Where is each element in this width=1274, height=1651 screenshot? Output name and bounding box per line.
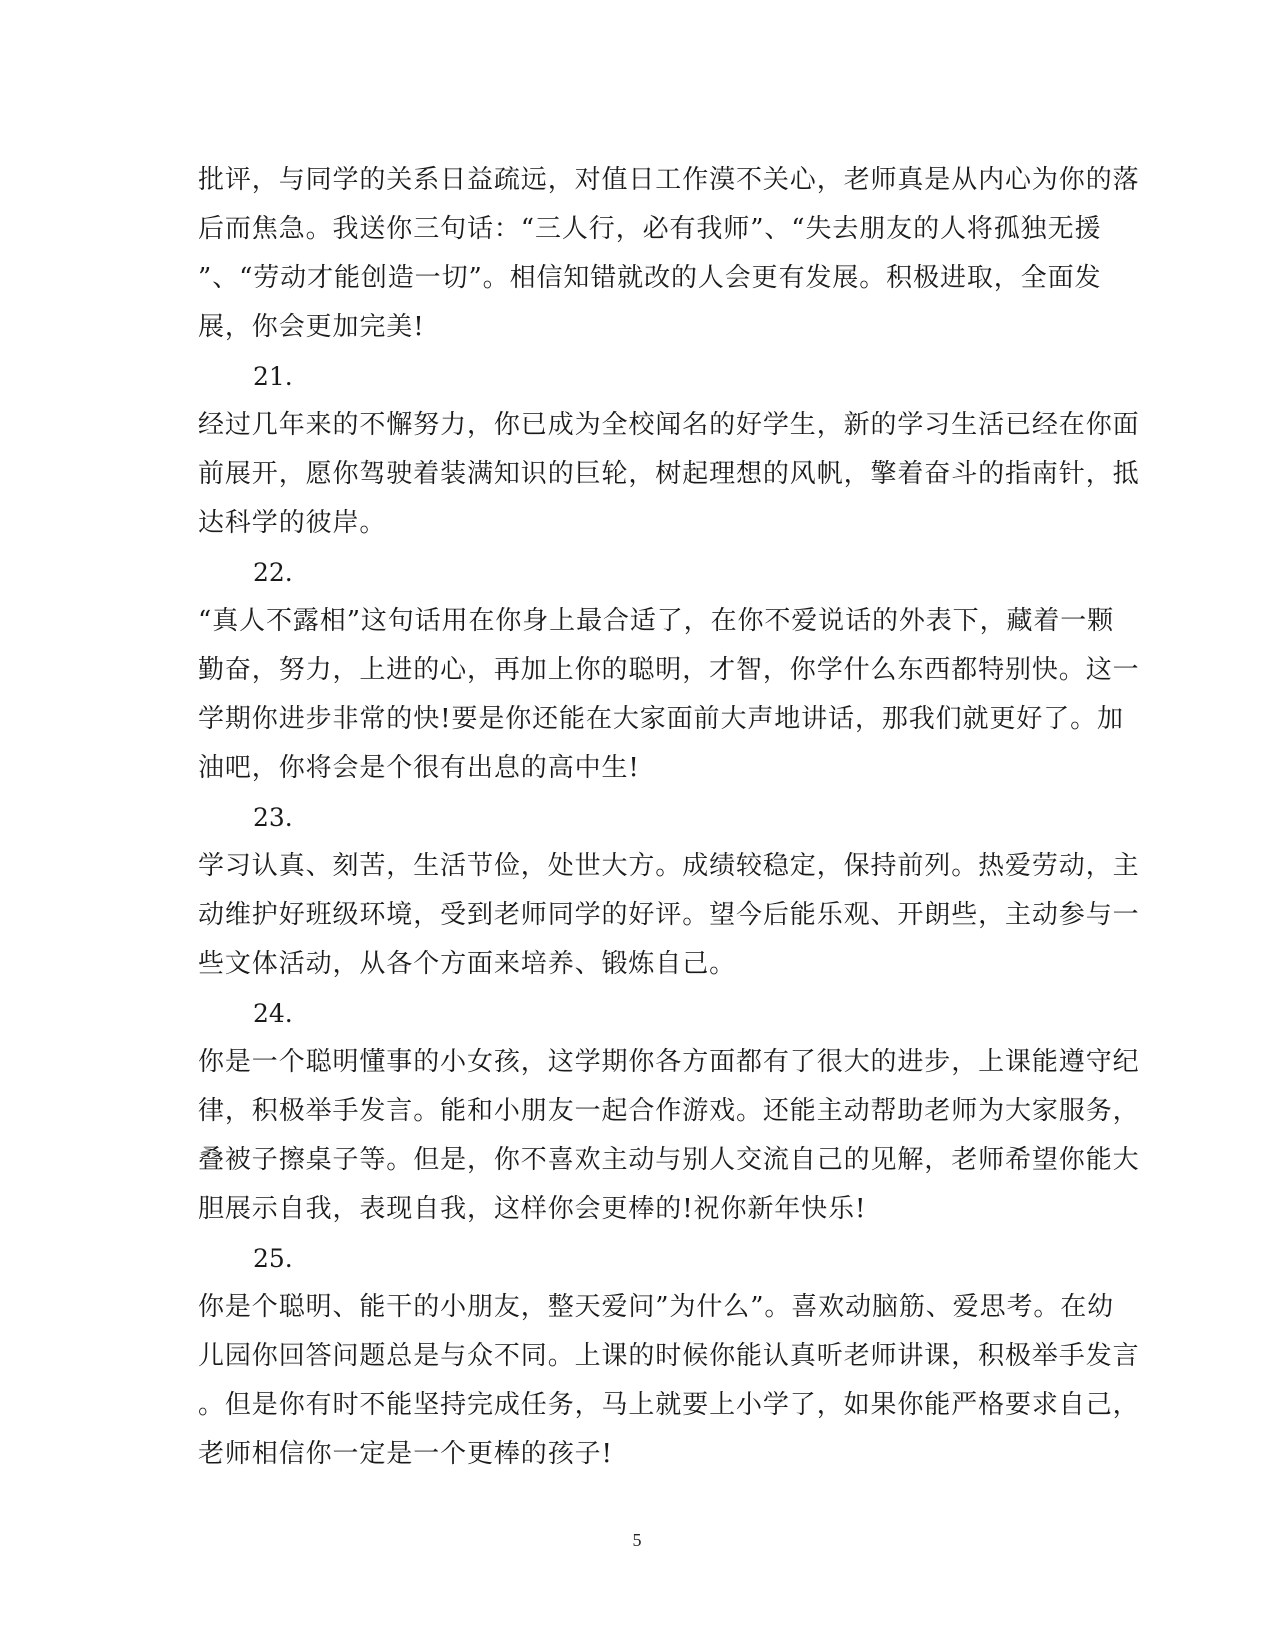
document-body [198, 156, 1140, 1479]
text-line: 动维护好班级环境，受到老师同学的好评。望今后能乐观、开朗些，主动参与一 [198, 900, 1140, 930]
text-line: 老师相信你一定是一个更棒的孩子! [198, 1439, 613, 1469]
text-line: 胆展示自我，表现自我，这样你会更棒的!祝你新年快乐! [198, 1194, 867, 1224]
text-line: 你是个聪明、能干的小朋友，整天爱问”为什么”。喜欢动脑筋、爱思考。在幼 [198, 1292, 1115, 1322]
text-line: 儿园你回答问题总是与众不同。上课的时候你能认真听老师讲课，积极举手发言 [198, 1341, 1140, 1371]
paragraph [198, 156, 1140, 352]
text-line: 。但是你有时不能坚持完成任务，马上就要上小学了，如果你能严格要求自己， [198, 1390, 1140, 1420]
item-number: 22. [253, 558, 293, 587]
item-number: 24. [253, 999, 293, 1028]
page-number: 5 [632, 1530, 642, 1550]
text-line: 达科学的彼岸。 [198, 508, 387, 538]
text-line: 前展开，愿你驾驶着装满知识的巨轮，树起理想的风帆，擎着奋斗的指南针，抵 [198, 459, 1140, 489]
text-line: ”、“劳动才能创造一切”。相信知错就改的人会更有发展。积极进取，全面发 [198, 263, 1102, 293]
text-line: 勤奋，努力，上进的心，再加上你的聪明，才智，你学什么东西都特别快。这一 [198, 655, 1140, 685]
text-line: 油吧，你将会是个很有出息的高中生! [198, 753, 640, 783]
text-line: 经过几年来的不懈努力，你已成为全校闻名的好学生，新的学习生活已经在你面 [198, 410, 1140, 440]
paragraph [198, 1038, 1140, 1234]
paragraph [198, 597, 1140, 793]
item-number: 23. [253, 803, 293, 832]
text-line: 批评，与同学的关系日益疏远，对值日工作漠不关心，老师真是从内心为你的落 [198, 165, 1140, 195]
paragraph [198, 1283, 1140, 1479]
text-line: 后而焦急。我送你三句话：“三人行，必有我师”、“失去朋友的人将孤独无援 [198, 214, 1102, 244]
paragraph [198, 842, 1140, 989]
text-line: 些文体活动，从各个方面来培养、锻炼自己。 [198, 949, 737, 979]
text-line: 律，积极举手发言。能和小朋友一起合作游戏。还能主动帮助老师为大家服务， [198, 1096, 1140, 1126]
text-line: 展，你会更加完美! [198, 312, 425, 342]
item-number: 21. [253, 362, 293, 391]
text-line: 学期你进步非常的快!要是你还能在大家面前大声地讲话，那我们就更好了。加 [198, 704, 1124, 734]
paragraph [198, 401, 1140, 548]
text-line: 学习认真、刻苦，生活节俭，处世大方。成绩较稳定，保持前列。热爱劳动，主 [198, 851, 1140, 881]
text-line: 你是一个聪明懂事的小女孩，这学期你各方面都有了很大的进步，上课能遵守纪 [198, 1047, 1140, 1077]
text-line: “真人不露相”这句话用在你身上最合适了，在你不爱说话的外表下，藏着一颗 [198, 606, 1115, 636]
item-number: 25. [253, 1244, 293, 1273]
text-line: 叠被子擦桌子等。但是，你不喜欢主动与别人交流自己的见解，老师希望你能大 [198, 1145, 1140, 1175]
